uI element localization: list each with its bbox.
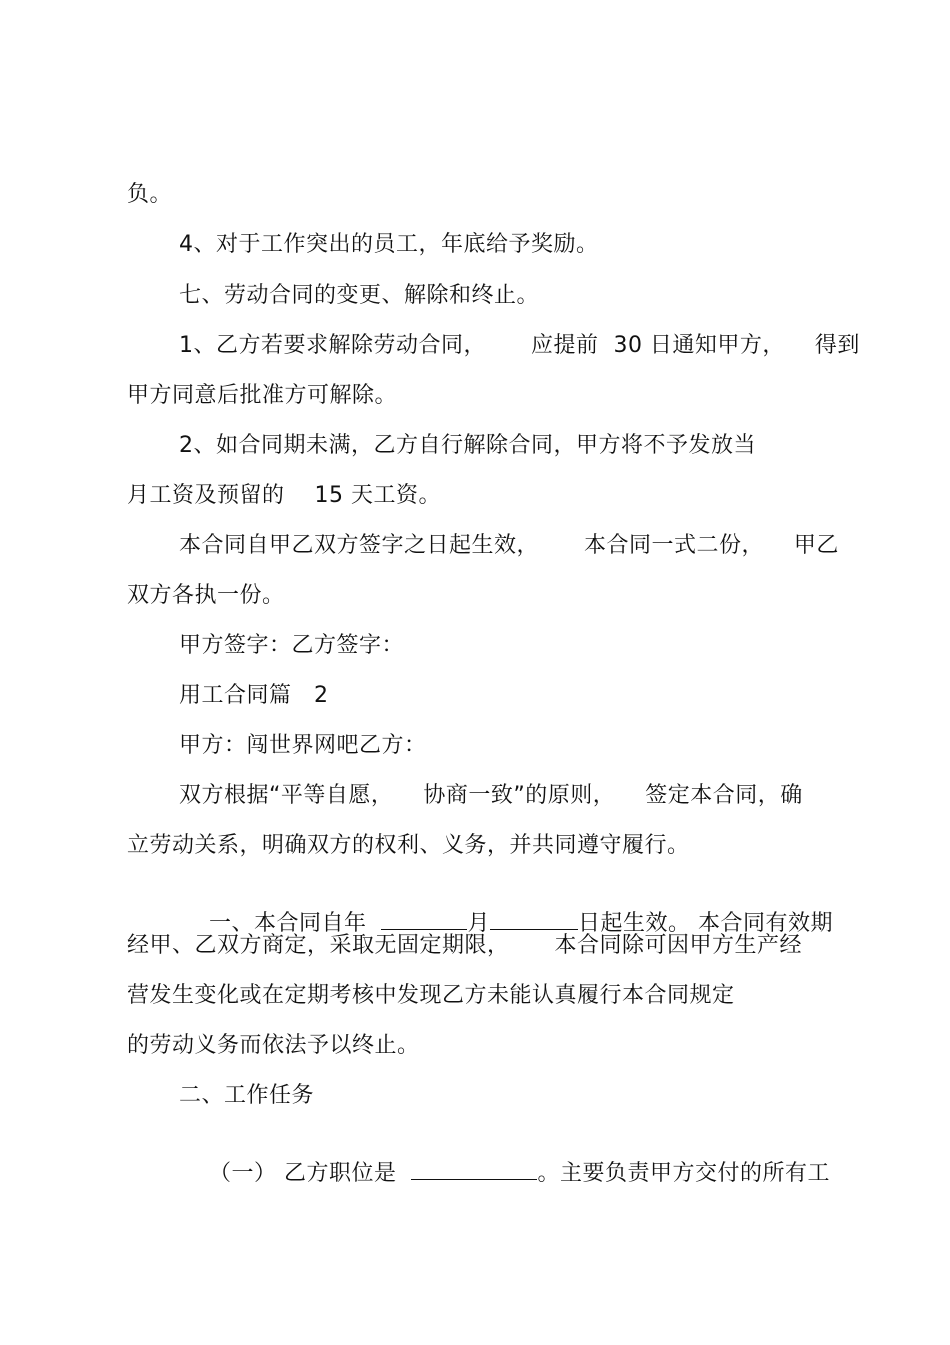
text-line: 2、如合同期未满，乙方自行解除合同，甲方将不予发放当 — [179, 433, 756, 458]
text-line: 经甲、乙双方商定，采取无固定期限， 本合同除可因甲方生产经 — [127, 933, 802, 958]
text-line: 4、对于工作突出的员工，年底给予奖励。 — [179, 232, 599, 257]
text-line: 双方根据“平等自愿， 协商一致”的原则， 签定本合同，确 — [179, 783, 803, 808]
fill-blank — [411, 1159, 537, 1180]
section-heading: 七、劳动合同的变更、解除和终止。 — [179, 283, 540, 308]
signature-line: 甲方签字：乙方签字： — [179, 633, 405, 658]
text-segment: 。主要负责甲方交付的所有工 — [537, 1161, 830, 1186]
party-line: 甲方：闯世界网吧乙方： — [179, 733, 427, 758]
fill-blank — [490, 909, 578, 930]
text-segment: 一、本合同自年 — [208, 911, 382, 936]
text-segment: 月 — [467, 911, 490, 936]
text-line: 本合同自甲乙双方签字之日起生效， 本合同一式二份， 甲乙 — [179, 533, 839, 558]
section-heading: 二、工作任务 — [179, 1083, 315, 1108]
text-line: 1、乙方若要求解除劳动合同， 应提前 30 日通知甲方， 得到 — [179, 333, 860, 358]
text-line — [179, 1133, 830, 1213]
text-line: 负。 — [127, 182, 173, 207]
text-line: 的劳动义务而依法予以终止。 — [127, 1033, 420, 1058]
text-line: 营发生变化或在定期考核中发现乙方未能认真履行本合同规定 — [127, 983, 735, 1008]
text-line: 双方各执一份。 — [127, 583, 285, 608]
text-line: 月工资及预留的 15 天工资。 — [127, 483, 441, 508]
text-segment: （一） 乙方职位是 — [208, 1161, 412, 1186]
section-heading: 用工合同篇 2 — [179, 683, 329, 708]
text-line: 甲方同意后批准方可解除。 — [127, 383, 398, 408]
fill-blank — [381, 909, 467, 930]
text-segment: 日起生效。 本合同有效期 — [578, 911, 833, 936]
text-line: 立劳动关系，明确双方的权利、义务，并共同遵守履行。 — [127, 833, 690, 858]
